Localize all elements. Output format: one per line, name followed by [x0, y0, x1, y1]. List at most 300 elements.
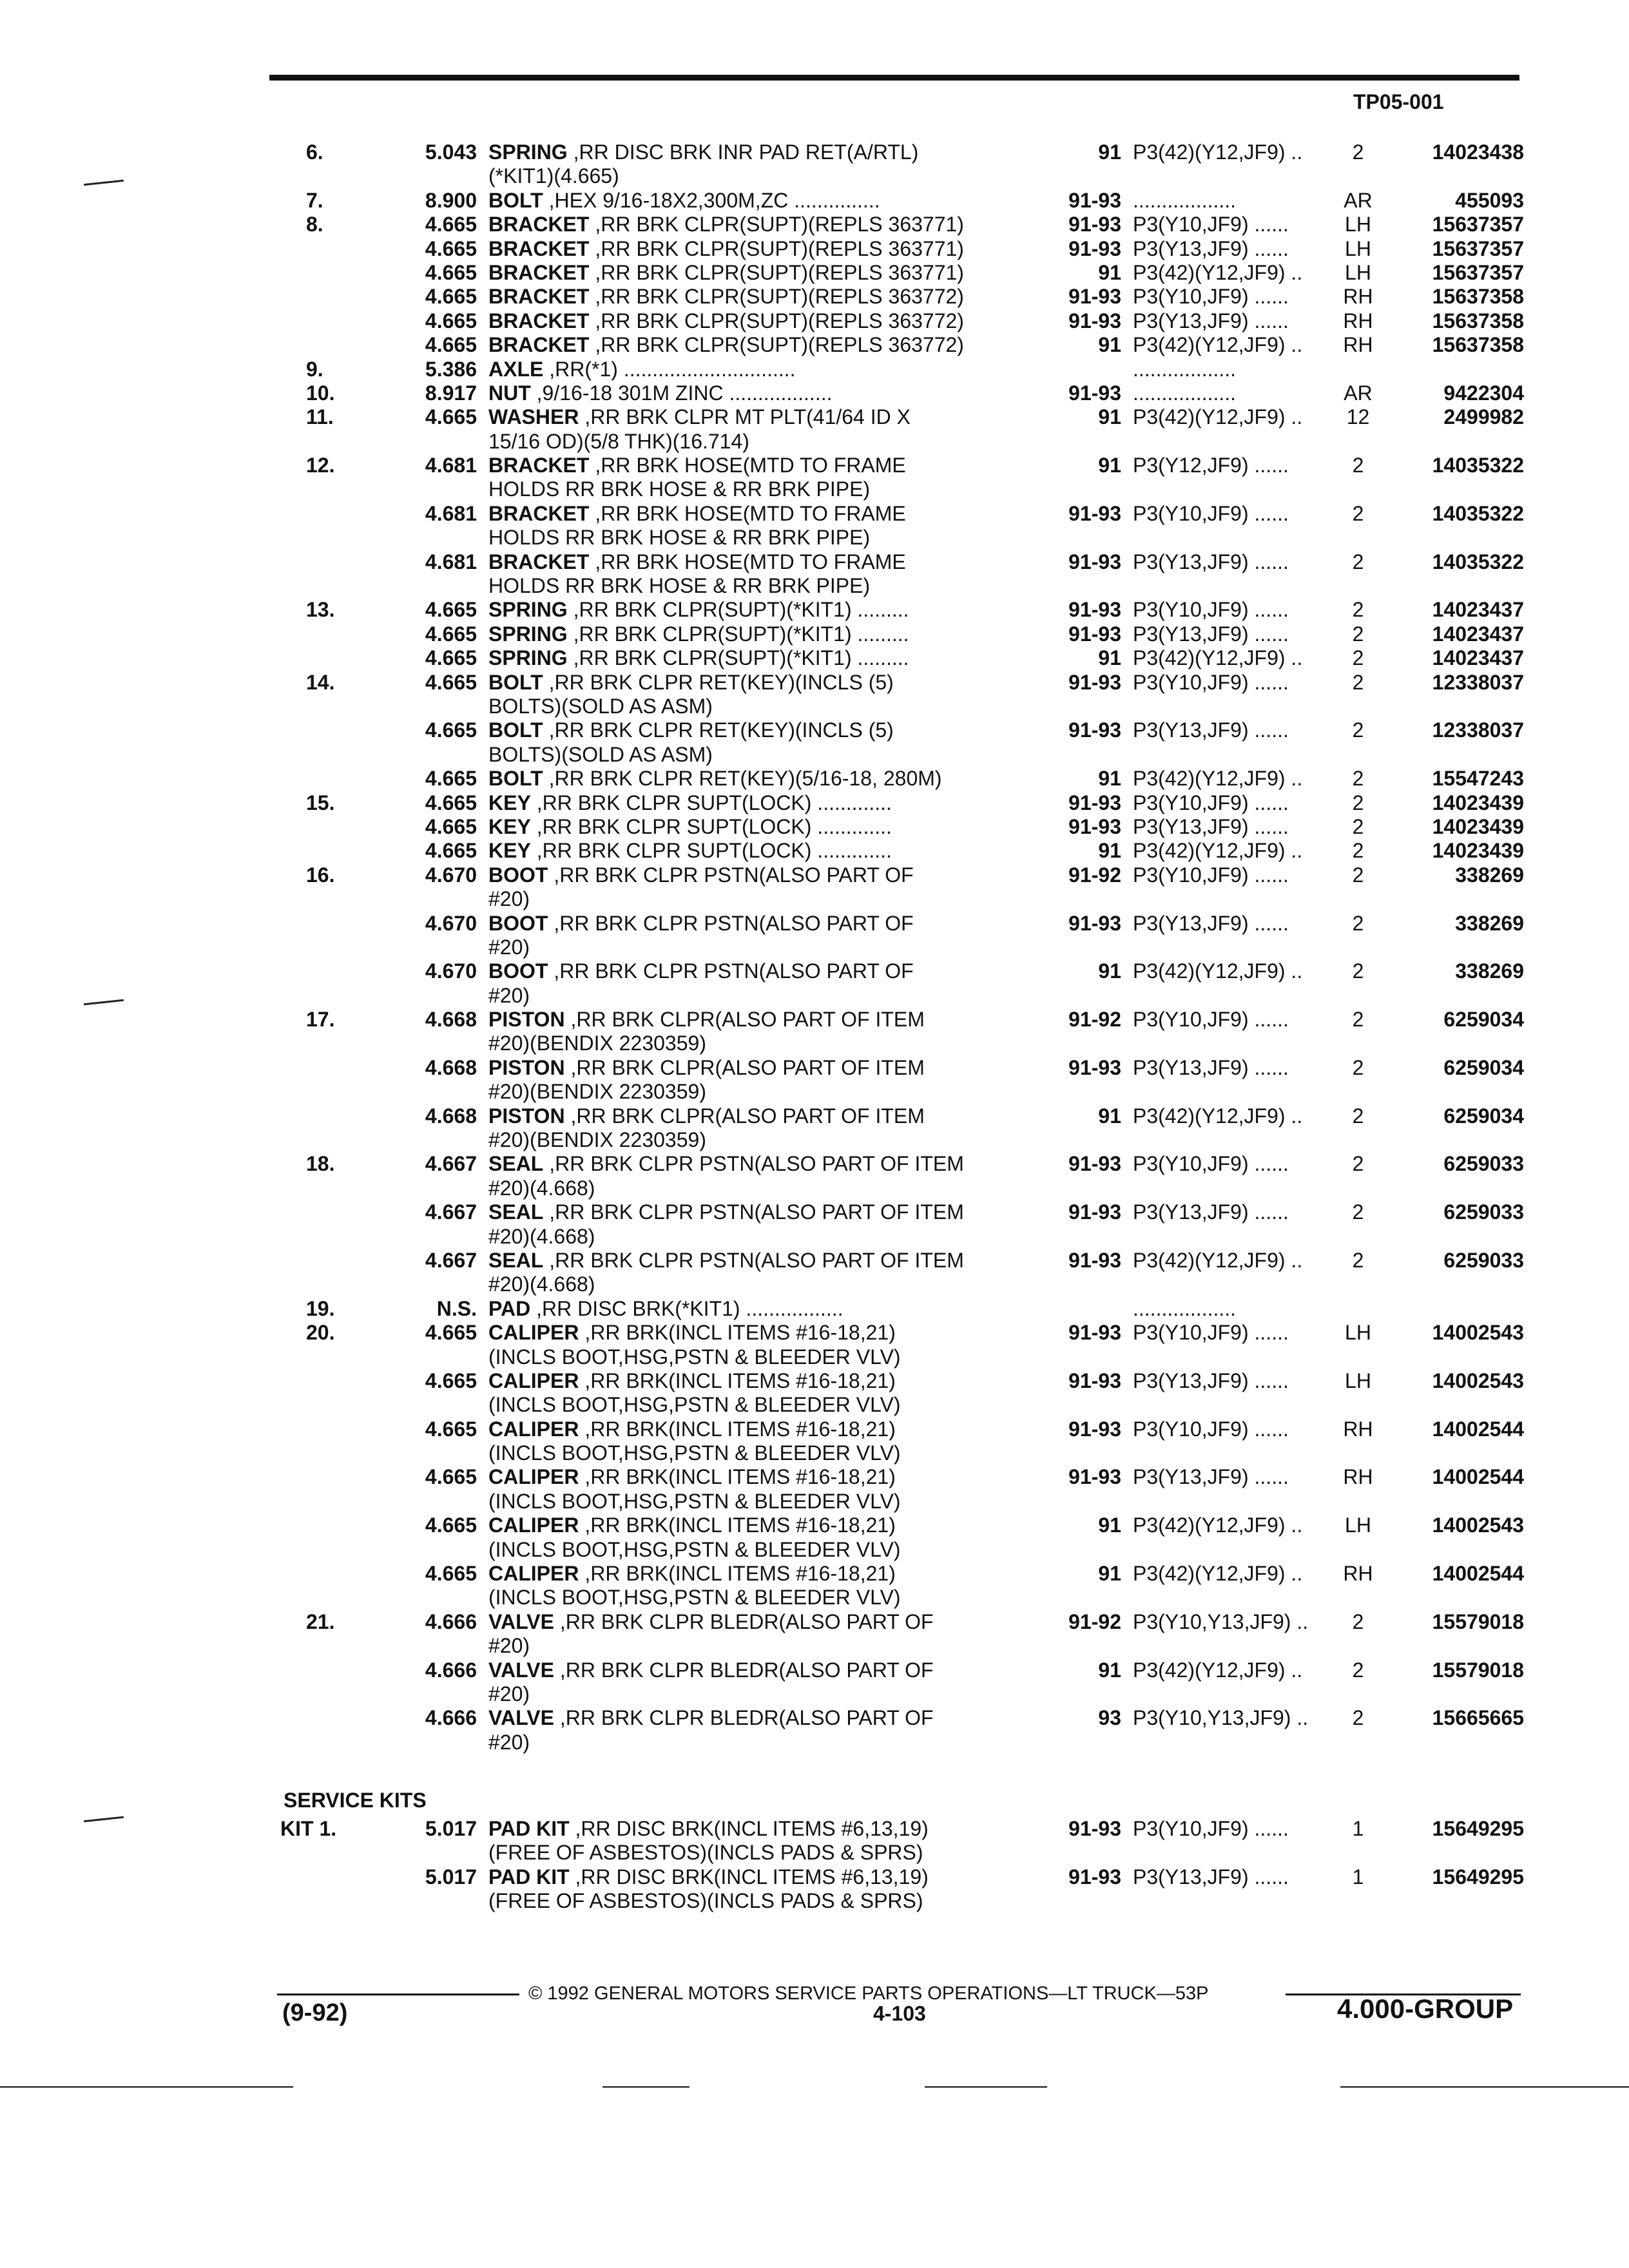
parts-row [277, 1889, 1527, 1913]
model-usage: P3(Y13,JF9) ...... [1133, 1200, 1289, 1224]
group-number: 4.667 [425, 1200, 477, 1224]
model-usage: P3(Y10,JF9) ...... [1133, 598, 1289, 622]
margin-mark [84, 999, 124, 1005]
part-number: 6259034 [1443, 1055, 1524, 1079]
model-years: 91-93 [1068, 213, 1121, 236]
description-text: (INCLS BOOT,HSG,PSTN & BLEEDER VLV) [488, 1586, 901, 1610]
group-number: 4.665 [425, 213, 477, 236]
description-text: ,RR BRK(INCL ITEMS #16-18,21) [579, 1514, 896, 1537]
parts-row [277, 1562, 1527, 1586]
parts-row [277, 839, 1527, 863]
description-text: #20) [488, 887, 530, 911]
model-usage: P3(Y10,JF9) ...... [1133, 1152, 1289, 1176]
part-name: PISTON [488, 1008, 565, 1032]
margin-mark [84, 180, 124, 186]
description-text: 15/16 OD)(5/8 THK)(16.714) [488, 429, 749, 453]
part-name: CALIPER [488, 1321, 579, 1345]
part-name: KEY [488, 791, 531, 814]
model-years: 91-93 [1068, 718, 1121, 742]
description [488, 237, 1030, 261]
description [488, 1841, 1030, 1865]
model-usage: .................. [1133, 188, 1237, 212]
group-number: 4.665 [425, 839, 477, 863]
description-text: ,RR BRK CLPR(SUPT)(*KIT1) ......... [567, 622, 909, 646]
parts-row [277, 887, 1527, 911]
header-rule [269, 75, 1519, 81]
parts-row [277, 1731, 1527, 1754]
model-usage: P3(Y10,Y13,JF9) .. [1133, 1610, 1309, 1633]
part-name: BRACKET [488, 454, 590, 477]
part-number: 14035322 [1432, 501, 1524, 525]
part-name: SPRING [488, 140, 568, 164]
parts-row [277, 430, 1527, 454]
description-text: #20) [488, 983, 530, 1007]
description [488, 140, 1030, 164]
model-years: 91 [1098, 646, 1121, 670]
description-text: ,RR DISC BRK(*KIT1) ................. [530, 1296, 843, 1320]
model-years: 91 [1098, 767, 1121, 791]
description [488, 1889, 1030, 1913]
description-text: BOLTS)(SOLD AS ASM) [488, 694, 713, 718]
description-text: ,RR BRK CLPR PSTN(ALSO PART OF [548, 863, 914, 887]
part-name: BOLT [488, 188, 543, 212]
description [488, 261, 1030, 285]
description [488, 1128, 1030, 1152]
description-text: BOLTS)(SOLD AS ASM) [488, 742, 713, 766]
model-years: 91-93 [1068, 381, 1121, 405]
part-number: 15637357 [1432, 213, 1524, 236]
parts-row [277, 912, 1527, 936]
group-number: 4.666 [425, 1610, 477, 1633]
description [488, 1321, 1030, 1345]
parts-row [277, 140, 1527, 164]
description [488, 1562, 1030, 1586]
parts-row [277, 1225, 1527, 1249]
model-usage: P3(Y10,JF9) ...... [1133, 1417, 1289, 1441]
quantity: RH [1343, 309, 1373, 332]
parts-row [277, 1490, 1527, 1514]
parts-row [277, 1706, 1527, 1730]
model-years: 91-93 [1068, 1865, 1121, 1888]
description-text: ,RR BRK CLPR PSTN(ALSO PART OF ITEM [543, 1248, 964, 1272]
margin-mark [84, 1816, 124, 1822]
group-number: 4.665 [425, 260, 477, 284]
group-number: 4.666 [425, 1706, 477, 1730]
item-number: 14. [306, 670, 335, 694]
description [488, 1706, 1030, 1730]
model-usage: P3(42)(Y12,JF9) .. [1133, 405, 1303, 429]
model-usage: P3(42)(Y12,JF9) .. [1133, 260, 1303, 284]
group-number: 4.665 [425, 236, 477, 260]
description-text: (FREE OF ASBESTOS)(INCLS PADS & SPRS) [488, 1841, 923, 1865]
description [488, 671, 1030, 695]
item-number: 11. [306, 405, 334, 429]
description-text: ,RR BRK CLPR RET(KEY)(INCLS (5) [543, 670, 894, 694]
revision-date: (9-92) [282, 1999, 348, 2026]
model-usage: P3(42)(Y12,JF9) .. [1133, 767, 1303, 791]
parts-row [277, 1865, 1527, 1889]
description [488, 358, 1030, 381]
part-number: 15649295 [1432, 1817, 1524, 1840]
group-number: 4.665 [425, 814, 477, 838]
parts-row [277, 574, 1527, 598]
parts-row [277, 1008, 1527, 1032]
description-text: ,RR DISC BRK(INCL ITEMS #6,13,19) [569, 1865, 929, 1888]
part-number: 15637358 [1432, 309, 1524, 332]
part-name: SEAL [488, 1248, 544, 1272]
part-name: KEY [488, 839, 531, 863]
parts-row [277, 1032, 1527, 1055]
part-name: BOLT [488, 767, 543, 791]
description [488, 936, 1030, 959]
part-name: SPRING [488, 646, 568, 670]
description-text: ,RR(*1) .............................. [543, 357, 796, 381]
quantity: 2 [1352, 670, 1364, 694]
description-text: #20)(BENDIX 2230359) [488, 1080, 706, 1104]
description [488, 502, 1030, 526]
item-number: 15. [306, 791, 335, 814]
description [488, 1152, 1030, 1176]
model-usage: P3(42)(Y12,JF9) .. [1133, 1514, 1303, 1537]
model-years: 93 [1098, 1706, 1121, 1730]
parts-row [277, 1128, 1527, 1152]
service-kits-heading: SERVICE KITS [284, 1789, 427, 1812]
model-years: 91-93 [1068, 1200, 1121, 1224]
item-number: 19. [306, 1296, 335, 1320]
quantity: RH [1343, 1417, 1373, 1441]
part-number: 9422304 [1443, 381, 1524, 405]
description-text: ,RR BRK CLPR(SUPT)(REPLS 363772) [589, 285, 964, 309]
parts-row [277, 1441, 1527, 1465]
part-number: 14002543 [1432, 1321, 1524, 1345]
model-usage: P3(Y10,JF9) ...... [1133, 670, 1289, 694]
group-number: 5.017 [425, 1817, 477, 1840]
part-number: 12338037 [1432, 718, 1524, 742]
parts-row [277, 1465, 1527, 1489]
parts-row [277, 1841, 1527, 1865]
group-number: 4.670 [425, 959, 477, 983]
description [488, 1032, 1030, 1055]
parts-row [277, 502, 1527, 526]
description-text: ,RR BRK CLPR(SUPT)(REPLS 363771) [589, 213, 964, 236]
parts-row [277, 526, 1527, 550]
part-name: PAD [488, 1296, 531, 1320]
parts-row [277, 1080, 1527, 1104]
quantity: 2 [1352, 598, 1364, 622]
description [488, 333, 1030, 357]
model-usage: P3(Y10,JF9) ...... [1133, 1008, 1289, 1032]
description-text: #20) [488, 1682, 530, 1706]
quantity: 2 [1352, 454, 1364, 477]
parts-row [277, 1056, 1527, 1080]
group-number: 4.666 [425, 1658, 477, 1682]
model-years: 91-93 [1068, 309, 1121, 332]
model-years: 91-92 [1068, 1008, 1121, 1032]
quantity: 2 [1352, 1008, 1364, 1032]
description-text: ,RR BRK(INCL ITEMS #16-18,21) [579, 1465, 896, 1489]
description-text: ,RR BRK HOSE(MTD TO FRAME [589, 501, 906, 525]
quantity: 2 [1352, 1658, 1364, 1682]
description [488, 1465, 1030, 1489]
model-usage: P3(Y10,JF9) ...... [1133, 863, 1289, 887]
part-name: KEY [488, 814, 531, 838]
part-name: PAD KIT [488, 1817, 570, 1840]
model-years: 91-93 [1068, 1248, 1121, 1272]
group-number: 4.670 [425, 911, 477, 935]
parts-row [277, 405, 1527, 429]
model-years: 91-92 [1068, 1610, 1121, 1633]
description [488, 1273, 1030, 1296]
parts-row [277, 164, 1527, 188]
group-number: 4.681 [425, 501, 477, 525]
group-number: 4.665 [425, 285, 477, 309]
model-years: 91 [1098, 839, 1121, 863]
model-years: 91-93 [1068, 1817, 1121, 1840]
description-text: ,RR BRK(INCL ITEMS #16-18,21) [579, 1562, 896, 1586]
quantity: 1 [1352, 1865, 1364, 1888]
item-number: KIT 1. [280, 1817, 337, 1840]
part-name: BRACKET [488, 260, 590, 284]
page-number: 4-103 [873, 2002, 926, 2025]
part-number: 14023437 [1432, 622, 1524, 646]
group-number: 5.043 [425, 140, 477, 164]
model-usage: P3(Y13,JF9) ...... [1133, 236, 1289, 260]
description-text: ,RR BRK CLPR PSTN(ALSO PART OF ITEM [543, 1200, 964, 1224]
quantity: LH [1345, 260, 1371, 284]
description-text: ,RR BRK CLPR(ALSO PART OF ITEM [564, 1104, 925, 1128]
model-years: 91 [1098, 333, 1121, 357]
parts-row [277, 1393, 1527, 1417]
part-number: 14023437 [1432, 646, 1524, 670]
description [488, 622, 1030, 646]
model-usage: P3(Y13,JF9) ...... [1133, 1055, 1289, 1079]
part-number: 15579018 [1432, 1658, 1524, 1682]
part-name: CALIPER [488, 1465, 579, 1489]
group-number: 4.665 [425, 405, 477, 429]
model-years: 91 [1098, 1658, 1121, 1682]
part-name: BOOT [488, 959, 548, 983]
part-number: 14023437 [1432, 598, 1524, 622]
description-text: (INCLS BOOT,HSG,PSTN & BLEEDER VLV) [488, 1537, 901, 1561]
item-number: 12. [306, 454, 335, 477]
group-number: 4.665 [425, 767, 477, 791]
model-years: 91-93 [1068, 791, 1121, 814]
parts-row [277, 1817, 1527, 1841]
model-usage: .................. [1133, 357, 1237, 381]
part-number: 15637358 [1432, 285, 1524, 309]
quantity: 2 [1352, 814, 1364, 838]
parts-row [277, 718, 1527, 742]
description [488, 1008, 1030, 1032]
model-usage: P3(42)(Y12,JF9) .. [1133, 140, 1303, 164]
quantity: 2 [1352, 1104, 1364, 1128]
description-text: #20) [488, 1730, 530, 1754]
description [488, 959, 1030, 983]
model-years: 91-93 [1068, 550, 1121, 573]
model-years: 91 [1098, 1562, 1121, 1586]
model-years: 91-93 [1068, 1369, 1121, 1392]
quantity: 2 [1352, 767, 1364, 791]
parts-row [277, 381, 1527, 405]
description [488, 1514, 1030, 1537]
description [488, 598, 1030, 622]
parts-row [277, 1634, 1527, 1658]
description-text: ,RR BRK CLPR BLEDR(ALSO PART OF [554, 1610, 934, 1633]
description-text: #20)(4.668) [488, 1273, 595, 1296]
group-number: 4.665 [425, 1321, 477, 1345]
group-number: 4.665 [425, 1514, 477, 1537]
description-text: ,RR BRK CLPR RET(KEY)(INCLS (5) [543, 718, 894, 742]
part-number: 14035322 [1432, 550, 1524, 573]
parts-row [277, 1586, 1527, 1610]
description [488, 1200, 1030, 1224]
group-number: 8.917 [425, 381, 477, 405]
model-usage: P3(Y10,Y13,JF9) .. [1133, 1706, 1309, 1730]
part-name: AXLE [488, 357, 544, 381]
model-years: 91-93 [1068, 1417, 1121, 1441]
description-text: ,RR BRK CLPR MT PLT(41/64 ID X [579, 405, 911, 429]
copyright-line: © 1992 GENERAL MOTORS SERVICE PARTS OPERATIONS—LT TRUCK—53P [528, 1983, 1209, 2004]
model-years: 91-93 [1068, 598, 1121, 622]
model-usage: P3(42)(Y12,JF9) .. [1133, 1562, 1303, 1586]
description-text: #20) [488, 1634, 530, 1658]
quantity: LH [1345, 213, 1371, 236]
description-text: ,RR BRK CLPR SUPT(LOCK) ............. [530, 791, 892, 814]
item-number: 7. [306, 188, 323, 212]
quantity: LH [1345, 1369, 1371, 1392]
part-number: 15665665 [1432, 1706, 1524, 1730]
model-years: 91-93 [1068, 622, 1121, 646]
quantity: 1 [1352, 1817, 1364, 1840]
item-number: 8. [306, 213, 323, 236]
description-text: (INCLS BOOT,HSG,PSTN & BLEEDER VLV) [488, 1441, 901, 1465]
group-number: 4.665 [425, 598, 477, 622]
part-name: BOOT [488, 863, 548, 887]
part-number: 15637358 [1432, 333, 1524, 357]
description [488, 1418, 1030, 1441]
model-years: 91-93 [1068, 501, 1121, 525]
model-years: 91 [1098, 260, 1121, 284]
description [488, 791, 1030, 815]
description-text: #20)(BENDIX 2230359) [488, 1032, 706, 1055]
model-usage: P3(Y10,JF9) ...... [1133, 213, 1289, 236]
quantity: 2 [1352, 1610, 1364, 1633]
parts-row [277, 815, 1527, 839]
parts-row [277, 936, 1527, 959]
model-usage: P3(Y13,JF9) ...... [1133, 622, 1289, 646]
part-number: 14002544 [1432, 1417, 1524, 1441]
model-usage: P3(Y13,JF9) ...... [1133, 718, 1289, 742]
description-text: ,RR BRK CLPR SUPT(LOCK) ............. [530, 839, 892, 863]
part-number: 14002544 [1432, 1465, 1524, 1489]
item-number: 18. [306, 1152, 335, 1176]
model-years: 91-93 [1068, 1321, 1121, 1345]
description-text: ,RR BRK CLPR(ALSO PART OF ITEM [564, 1055, 925, 1079]
model-years: 91-93 [1068, 911, 1121, 935]
part-name: BRACKET [488, 236, 590, 260]
quantity: 2 [1352, 718, 1364, 742]
model-usage: P3(Y13,JF9) ...... [1133, 550, 1289, 573]
parts-row [277, 1297, 1527, 1321]
part-number: 15547243 [1432, 767, 1524, 791]
description-text: ,RR BRK CLPR BLEDR(ALSO PART OF [554, 1706, 934, 1730]
part-number: 14023439 [1432, 814, 1524, 838]
part-name: PISTON [488, 1055, 565, 1079]
model-usage: P3(Y10,JF9) ...... [1133, 501, 1289, 525]
description [488, 1225, 1030, 1249]
quantity: AR [1344, 188, 1373, 212]
description-text: ,9/16-18 301M ZINC .................. [530, 381, 833, 405]
parts-row [277, 358, 1527, 381]
parts-row [277, 1369, 1527, 1393]
description [488, 1634, 1030, 1658]
description [488, 1538, 1030, 1562]
quantity: 2 [1352, 1200, 1364, 1224]
parts-row [277, 1177, 1527, 1200]
model-usage: P3(Y13,JF9) ...... [1133, 911, 1289, 935]
description-text: ,RR BRK(INCL ITEMS #16-18,21) [579, 1321, 896, 1345]
group-number: N.S. [436, 1296, 477, 1320]
parts-row [277, 1104, 1527, 1128]
item-number: 16. [306, 863, 335, 887]
part-number: 6259033 [1443, 1200, 1524, 1224]
parts-row [277, 646, 1527, 670]
item-number: 6. [306, 140, 323, 164]
quantity: 2 [1352, 863, 1364, 887]
part-number: 338269 [1455, 863, 1524, 887]
part-name: VALVE [488, 1706, 554, 1730]
quantity: 2 [1352, 959, 1364, 983]
description [488, 1080, 1030, 1104]
description-text: ,RR BRK CLPR SUPT(LOCK) ............. [530, 814, 892, 838]
model-usage: P3(42)(Y12,JF9) .. [1133, 646, 1303, 670]
description [488, 815, 1030, 839]
bottom-rule [0, 2086, 293, 2088]
part-name: BRACKET [488, 309, 590, 332]
model-years: 91-93 [1068, 814, 1121, 838]
model-years: 91 [1098, 405, 1121, 429]
model-usage: P3(Y10,JF9) ...... [1133, 1321, 1289, 1345]
quantity: 12 [1346, 405, 1370, 429]
model-usage: P3(Y13,JF9) ...... [1133, 814, 1289, 838]
model-years: 91 [1098, 959, 1121, 983]
group-number: 4.668 [425, 1008, 477, 1032]
model-usage: P3(42)(Y12,JF9) .. [1133, 839, 1303, 863]
quantity: 2 [1352, 911, 1364, 935]
parts-row [277, 333, 1527, 357]
description [488, 1297, 1030, 1321]
parts-row [277, 622, 1527, 646]
bottom-rule [925, 2086, 1047, 2088]
description [488, 1177, 1030, 1200]
quantity: 2 [1352, 622, 1364, 646]
part-name: BOOT [488, 911, 548, 935]
description-text: #20)(BENDIX 2230359) [488, 1128, 706, 1152]
description-text: (FREE OF ASBESTOS)(INCLS PADS & SPRS) [488, 1889, 923, 1913]
model-usage: P3(Y13,JF9) ...... [1133, 1865, 1289, 1888]
parts-row [277, 1152, 1527, 1176]
model-years: 91-93 [1068, 1055, 1121, 1079]
group-number: 4.668 [425, 1104, 477, 1128]
description [488, 1658, 1030, 1682]
part-number: 14002543 [1432, 1514, 1524, 1537]
description-text: HOLDS RR BRK HOSE & RR BRK PIPE) [488, 574, 871, 598]
description [488, 213, 1030, 236]
group-number: 5.386 [425, 357, 477, 381]
parts-row [277, 1514, 1527, 1537]
part-number: 14023439 [1432, 839, 1524, 863]
description [488, 164, 1030, 188]
